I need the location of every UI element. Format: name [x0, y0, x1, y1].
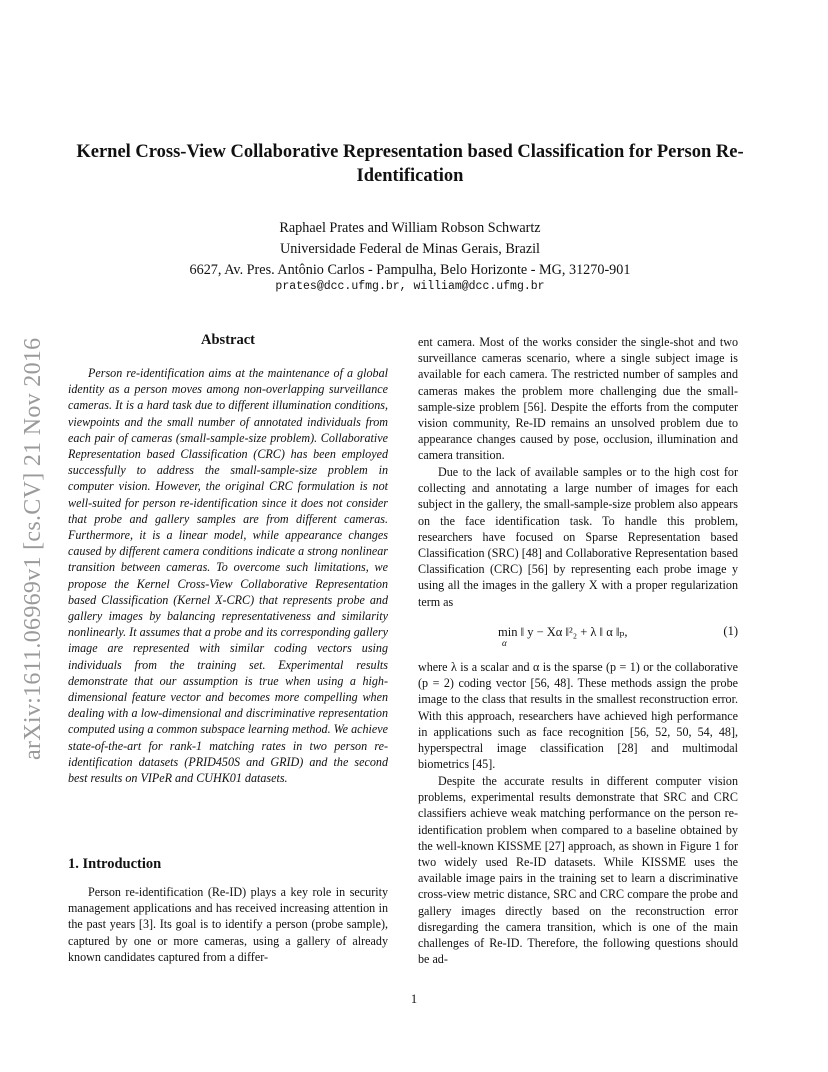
author-block — [60, 218, 760, 281]
abstract-heading: Abstract — [201, 332, 255, 348]
author-emails: prates@dcc.ufmg.br, william@dcc.ufmg.br — [275, 280, 545, 293]
equation-number: (1) — [723, 624, 738, 638]
body-paragraph-2: Due to the lack of available samples or to the high cost for collecting and annotating a large number of images for each subject in the gallery, the small-sample-size problem also appears on the face identification task. To handle this problem, researchers have focused on Sparse Representation based Classification (SRC) [48] and Collaborative Representation based Classification (CRC) [56] by representing each probe image y using all the images in the gallery X with a proper regularization term as — [418, 465, 738, 609]
introduction-paragraph: Person re-identification (Re-ID) plays a key role in security management applications and has received increasing attention in the past years [3]. Its goal is to identify a person (probe sample), captured by one or more cameras, using a gallery of already known candidates captured from a differ- — [68, 885, 388, 964]
page-number: 1 — [410, 992, 418, 1006]
author-affiliation: Universidade Federal de Minas Gerais, Brazil — [279, 241, 541, 257]
arxiv-stamp — [20, 290, 50, 760]
paper-title: Kernel Cross-View Collaborative Representation based Classification for Person Re-Identification — [76, 142, 744, 186]
equation-formula: min ‖ y − Xα ‖²₂ + λ ‖ α ‖ₚ, — [498, 625, 628, 639]
introduction-heading: 1. Introduction — [68, 856, 162, 872]
body-paragraph-4: Despite the accurate results in different computer vision problems, experimental results demonstrate that SRC and CRC classifiers achieve weak matching performance on the person re-identification problem when compared to a baseline obtained by the well-known KISSME [27] approach, as shown in Figure 1 for two widely used Re-ID datasets. While KISSME uses the available image pairs in the training set to learn a discriminative cross-view metric distance, SRC and CRC compare the probe and gallery images directly based on the reconstruction error disregarding the camera transition, which is one of the main challenges of Re-ID. Therefore, the following questions should be ad- — [418, 774, 738, 967]
abstract-text: Person re-identification aims at the maintenance of a global identity as a person moves among non-overlapping surveillance cameras. It is a hard task due to different illumination conditions, viewpoints and the small number of annotated individuals from each pair of cameras (small-sample-size problem). Collaborative Representation based Classification (CRC) has been employed successfully to address the small-sample-size problem in computer vision. However, the original CRC formulation is not well-suited for person re-identification since it does not consider that probe and gallery samples are from different cameras. Furthermore, it is a linear model, while appearance changes caused by different camera conditions indicate a strong nonlinear transition between cameras. To overcome such limitations, we propose the Kernel Cross-View Collaborative Representation based Classification (Kernel X-CRC) that represents probe and gallery images by balancing representativeness and similarity nonlinearly. It assumes that a probe and its corresponding gallery image are represented with similar coding vectors using individuals from the training set. Experimental results demonstrate that our assumption is true when using a high-dimensional feature vector and becomes more compelling when dealing with a low-dimensional and discriminative representation computed using a common subspace learning method. We achieve state-of-the-art for rank-1 matching rates in two person re-identification datasets (PRID450S and GRID) and the second best results on VIPeR and CUHK01 datasets. — [68, 366, 388, 786]
author-names: Raphael Prates and William Robson Schwartz — [279, 220, 541, 236]
author-address: 6627, Av. Pres. Antônio Carlos - Pampulha, Belo Horizonte - MG, 31270-901 — [189, 262, 631, 278]
equation-1 — [418, 624, 738, 654]
body-paragraph-3: where λ is a scalar and α is the sparse (p = 1) or the collaborative (p = 2) coding vector [56, 48]. These methods assign the probe image to the class that results in the smallest reconstruction error. With this approach, researchers have achieved high performance in applications such as face recognition [56, 52, 50, 54, 48], hyperspectral image classification [28] and multimodal biometrics [45]. — [418, 660, 738, 772]
body-paragraph-1: ent camera. Most of the works consider the single-shot and two surveillance cameras scenario, where a single subject image is available for each camera. The restricted number of samples and cameras makes the problem more challenging due the small-sample-size problem [56]. Despite the efforts from the computer vision community, Re-ID remains an unsolved problem due to appearance changes caused by pose, occlusion, illumination and camera transition. — [418, 335, 738, 463]
arxiv-stamp-text: arXiv:1611.06969v1 [cs.CV] 21 Nov 2016 — [20, 337, 46, 760]
equation-subscript: α — [502, 638, 507, 648]
